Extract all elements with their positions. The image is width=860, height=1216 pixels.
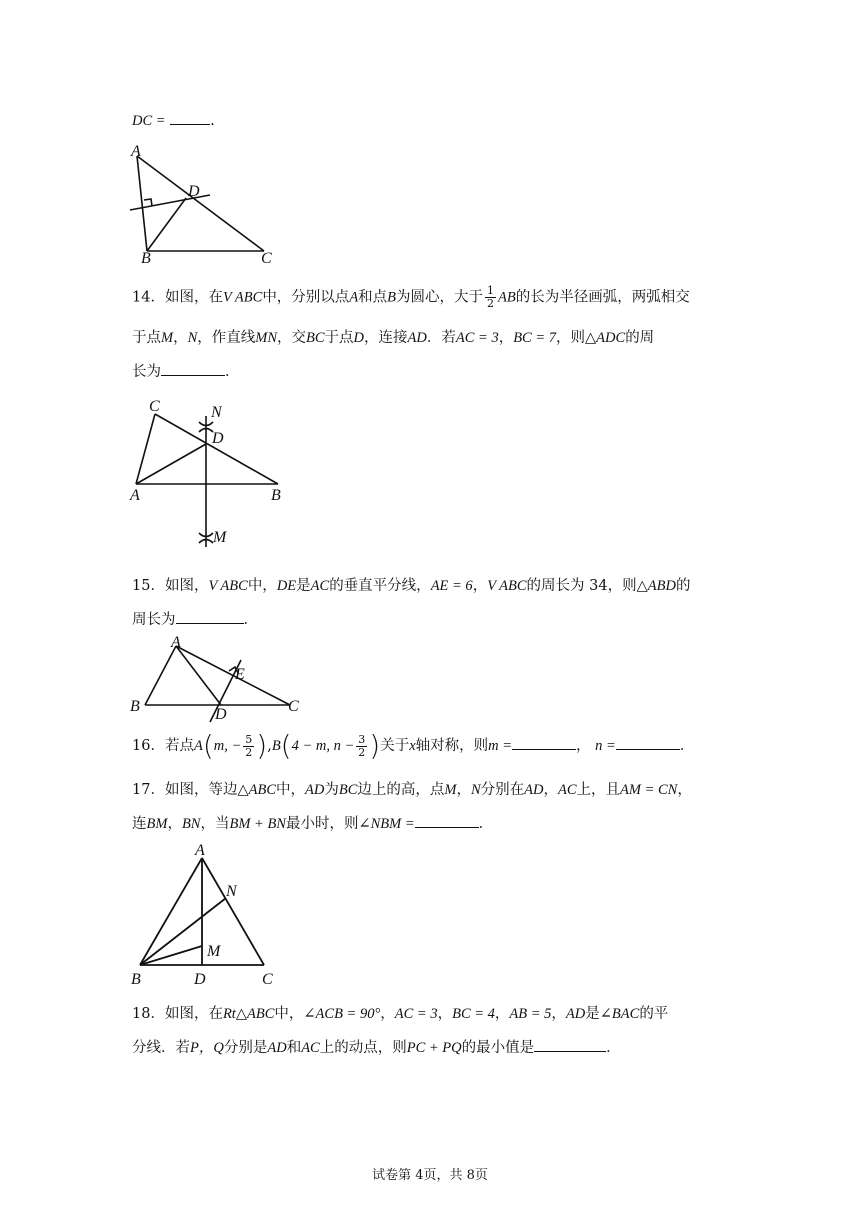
label-m: M (207, 943, 221, 960)
q15-line-1: 15．如图，V ABC中，DE是AC的垂直平分线，AE = 6，V ABC的周长为 34，则△ABD的 (132, 578, 691, 594)
q16-line: 16．若点A(m, − $\frac{5}{2}$ ),B(4 − m, n − $\frac{3}{2}$ )关于x轴对称，则m = ， n = ． (132, 729, 695, 762)
fraction-five-halves: $\frac{5}{2}$ (245, 732, 253, 759)
label-b: B (131, 971, 141, 988)
q14-line-1: 14．如图，在V ABC中，分别以点A和点B为圆心，大于 $\frac{1}{2}$ AB的长为半径画弧，两弧相交 (132, 284, 690, 310)
answer-blank[interactable] (161, 363, 225, 376)
label-m: M (213, 529, 227, 546)
figure-q17 (128, 838, 298, 988)
answer-blank[interactable] (534, 1039, 606, 1052)
answer-blank[interactable] (176, 611, 244, 624)
q14-line-2: 于点M，N，作直线MN，交BC于点D，连接AD．若AC = 3，BC = 7，则△ADC的周 (132, 330, 655, 346)
label-c: C (261, 250, 272, 267)
label-n: N (211, 404, 222, 421)
triangle-abc: V ABC (222, 289, 263, 306)
figure-q15 (128, 636, 308, 721)
label-b: B (130, 698, 140, 715)
answer-blank-m[interactable] (512, 737, 576, 750)
label-c: C (262, 971, 273, 988)
q18-line-1: 18．如图，在Rt△ABC中，∠ACB = 90°，AC = 3，BC = 4，AB = 5，AD是∠BAC的平 (132, 1006, 669, 1022)
label-a: A (130, 487, 140, 504)
segment-ca (136, 414, 155, 484)
right-angle-mark (144, 199, 152, 206)
page-footer: 试卷第 4页，共 8页 (372, 1168, 488, 1183)
q17-line-1: 17．如图，等边△ABC中，AD为BC边上的高，点M，N分别在AD，AC上，且AM = CN， (132, 782, 692, 798)
label-d: D (215, 706, 227, 723)
answer-blank[interactable] (170, 112, 210, 125)
label-d: D (212, 430, 224, 447)
label-n: N (226, 883, 237, 900)
q14-line-3: 长为 ． (132, 364, 240, 380)
segment-ad (176, 646, 221, 705)
label-d: D (194, 971, 206, 988)
label-e: E (235, 666, 245, 683)
segment-cb (155, 414, 278, 484)
segment-ab (137, 156, 147, 251)
label-a: A (171, 634, 181, 651)
q18-line-2: 分线．若P，Q分别是AD和AC上的动点，则PC + PQ的最小值是 ． (132, 1040, 621, 1056)
fraction-one-half: $\frac{1}{2}$ (487, 284, 495, 310)
label-c: C (149, 398, 160, 415)
figure-q13 (128, 140, 288, 270)
label-d: D (188, 183, 200, 200)
q13-expression: DC = (132, 113, 166, 129)
fraction-three-halves: $\frac{3}{2}$ (358, 732, 366, 759)
label-c: C (288, 698, 299, 715)
q17-line-2: 连BM，BN，当BM + BN最小时，则∠NBM = ． (132, 816, 494, 832)
answer-blank[interactable] (415, 815, 479, 828)
label-b: B (141, 250, 151, 267)
label-b: B (271, 487, 281, 504)
segment-ac (137, 156, 264, 251)
label-a: A (131, 143, 141, 160)
q15-line-2: 周长为 ． (132, 612, 258, 628)
segment-ad (136, 444, 206, 484)
q13-answer-line: DC = . (132, 113, 215, 129)
segment-ab (145, 646, 176, 705)
figure-q14 (128, 395, 298, 555)
answer-blank-n[interactable] (616, 737, 680, 750)
label-a: A (195, 842, 205, 859)
